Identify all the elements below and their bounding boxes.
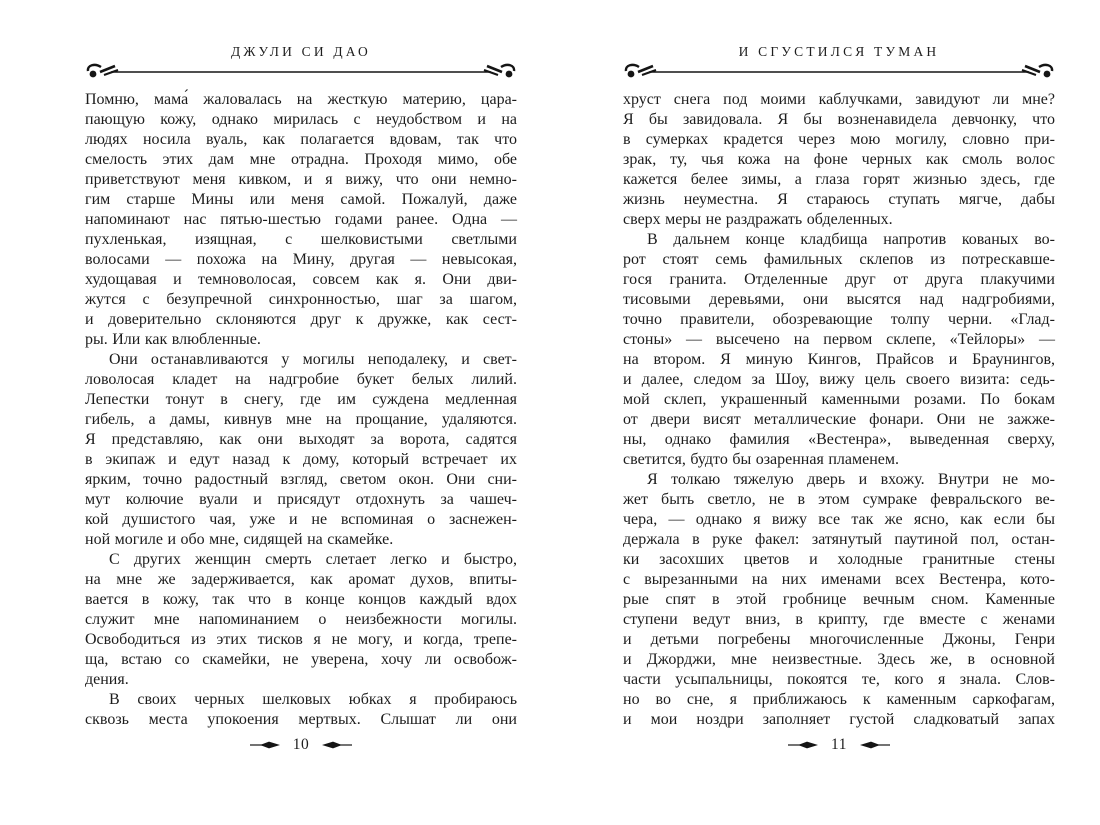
text-line: рот стоят семь фамильных склепов из потрескавше- xyxy=(623,251,1055,268)
text-line: жизнь неуместна. Я стараюсь ступать мягче, дабы xyxy=(623,191,1055,208)
text-line: Освободиться из этих тисков я не могу, и когда, трепе- xyxy=(85,631,517,648)
text-line: Помню, мама́ жаловалась на жесткую материю, цара- xyxy=(85,91,517,108)
running-head-title: И СГУСТИЛСЯ ТУМАН xyxy=(738,44,940,59)
text-line: Я бы завидовала. Я бы возненавидела девчонку, что xyxy=(623,111,1055,128)
text-line: ловолосая кладет на надгробие букет белых лилий. xyxy=(85,371,517,388)
page-footer xyxy=(85,736,517,754)
page-footer xyxy=(623,736,1055,754)
text-line: ярким, точно радостный взгляд, светом окон. Они сни- xyxy=(85,471,517,488)
text-line: с вырезанными на них именами всех Вестенра, кото- xyxy=(623,571,1055,588)
text-line: на мне же задерживается, как аромат духов, впиты- xyxy=(85,571,517,588)
text-line: но во сне, я приближаюсь к каменным саркофагам, xyxy=(623,691,1055,708)
text-line: напоминают нас пятью-шестью годами ранее. Одна — xyxy=(85,211,517,228)
text-line: пухленькая, изящная, с шелковистыми светлыми xyxy=(85,231,517,248)
text-line: В дальнем конце кладбища напротив кованых во- xyxy=(647,231,1055,248)
text-line: сверх меры не раздражать обделенных. xyxy=(623,211,893,228)
page-number: 11 xyxy=(831,736,847,753)
text-line: зрак, ту, чья кожа на фоне черных как смоль волос xyxy=(623,151,1055,168)
text-line: чера, — однако я вижу все так же ясно, как если бы xyxy=(623,511,1055,528)
text-line: точно правители, обозревающие толпу черни. «Глад- xyxy=(623,311,1055,328)
text-line: от двери висят металлические фонари. Они не зажже- xyxy=(623,411,1055,428)
text-line: ки засохших цветов и холодные гранитные стены xyxy=(623,551,1055,568)
text-line: в сумерках крадется через мою могилу, словно при- xyxy=(623,131,1055,148)
text-line: ща, встаю со скамейки, не уверена, хочу ли освобож- xyxy=(85,651,517,668)
text-line: тисовыми деревьями, они высятся над надгробиями, xyxy=(623,291,1055,308)
text-line: рые спят в этой гробнице вечным сном. Каменные xyxy=(623,591,1055,608)
text-line: кой душистого чая, уже и не вспоминая о заснежен- xyxy=(85,511,517,528)
text-line: стоны» — высечено на первом склепе, «Тейлоры» — xyxy=(623,331,1055,348)
text-line: мут колючие вуали и присядут отдохнуть за чашеч- xyxy=(85,491,517,508)
text-line: гося гранита. Отделенные друг от друга плакучими xyxy=(623,271,1055,288)
text-line: В своих черных шелковых юбках я пробираюсь xyxy=(109,691,517,708)
text-line: светится, будто бы озаренная пламенем. xyxy=(623,451,899,468)
text-line: Лепестки тонут в снегу, где им суждена медленная xyxy=(85,391,517,408)
text-line: и мои ноздри заполняет густой сладковатый запах xyxy=(623,711,1055,728)
text-line: и детьми погребены многочисленные Джоны, Генри xyxy=(623,631,1055,648)
text-line: и Джорджи, мне неизвестные. Здесь же, в основной xyxy=(623,651,1055,668)
text-line: приветствуют меня кивком, и я вижу, что они немно- xyxy=(85,171,517,188)
text-line: в экипаж и едут назад к дому, который встречает их xyxy=(85,451,517,468)
text-line: С других женщин смерть слетает легко и быстро, xyxy=(109,551,517,568)
text-line: на втором. Я миную Кингов, Прайсов и Браунингов, xyxy=(623,351,1055,368)
text-line: кажется белее зимы, а глаза горят жизнью здесь, где xyxy=(623,171,1055,188)
text-line: дения. xyxy=(85,671,129,688)
text-line: ступени ведут вниз, в крипту, где вместе с женами xyxy=(623,611,1055,628)
text-line: пающую кожу, однако мирилась с неудобством и на xyxy=(85,111,517,128)
header-flourish-rule-icon xyxy=(85,62,517,80)
text-line: Они останавливаются у могилы неподалеку, и свет- xyxy=(109,351,517,368)
running-head-author: ДЖУЛИ СИ ДАО xyxy=(231,44,371,59)
text-line: гим старше Мины или меня самой. Пожалуй, даже xyxy=(85,191,517,208)
text-line: жет быть светло, не в этом сумраке февральского ве- xyxy=(623,491,1055,508)
text-line: ны, однако фамилия «Вестенра», выведенная сверху, xyxy=(623,431,1055,448)
arrow-ornament-right-icon xyxy=(322,740,352,750)
text-line: худощавая и темноволосая, совсем как я. Они дви- xyxy=(85,271,517,288)
text-line: и доверительно склоняются друг к дружке, как сест- xyxy=(85,311,517,328)
arrow-ornament-left-icon xyxy=(788,740,818,750)
text-line: и далее, следом за Шоу, вижу цель своего визита: седь- xyxy=(623,371,1055,388)
arrow-ornament-left-icon xyxy=(250,740,280,750)
text-line: людях носила вуаль, как полагается вдовам, так что xyxy=(85,131,517,148)
text-line: Я представляю, как они выходят за ворота, садятся xyxy=(85,431,517,448)
text-line: сквозь места упокоения мертвых. Слышат ли они xyxy=(85,711,517,728)
text-line: служит мне напоминанием о неизбежности могилы. xyxy=(85,611,517,628)
text-line: хруст снега под моими каблучками, завидуют ли мне? xyxy=(623,91,1055,108)
text-line: ры. Или как влюбленные. xyxy=(85,331,261,348)
page-body xyxy=(85,90,517,730)
arrow-ornament-right-icon xyxy=(860,740,890,750)
text-line: держала в руке факел: затянутый паутиной пол, остан- xyxy=(623,531,1055,548)
text-line: жутся с безупречной синхронностью, шаг за шагом, xyxy=(85,291,517,308)
header-flourish-rule-icon xyxy=(623,62,1055,80)
text-line: мой склеп, украшенный каменными розами. По бокам xyxy=(623,391,1055,408)
page-number: 10 xyxy=(292,736,310,753)
page-right[interactable] xyxy=(550,0,1100,825)
text-line: ной могиле и обо мне, сидящей на скамейке. xyxy=(85,531,394,548)
text-line: волосами — похожа на Мину, другая — невысокая, xyxy=(85,251,517,268)
text-line: гибель, а дамы, кивнув мне на прощание, удаляются. xyxy=(85,411,517,428)
text-line: части усыпальницы, покоятся те, кого я знала. Слов- xyxy=(623,671,1055,688)
page-body xyxy=(623,90,1055,730)
text-line: вается в кожу, так что в конце концов каждый вдох xyxy=(85,591,517,608)
text-line: смелость этих дам мне отрадна. Проходя мимо, обе xyxy=(85,151,517,168)
text-line: Я толкаю тяжелую дверь и вхожу. Внутри не мо- xyxy=(647,471,1055,488)
